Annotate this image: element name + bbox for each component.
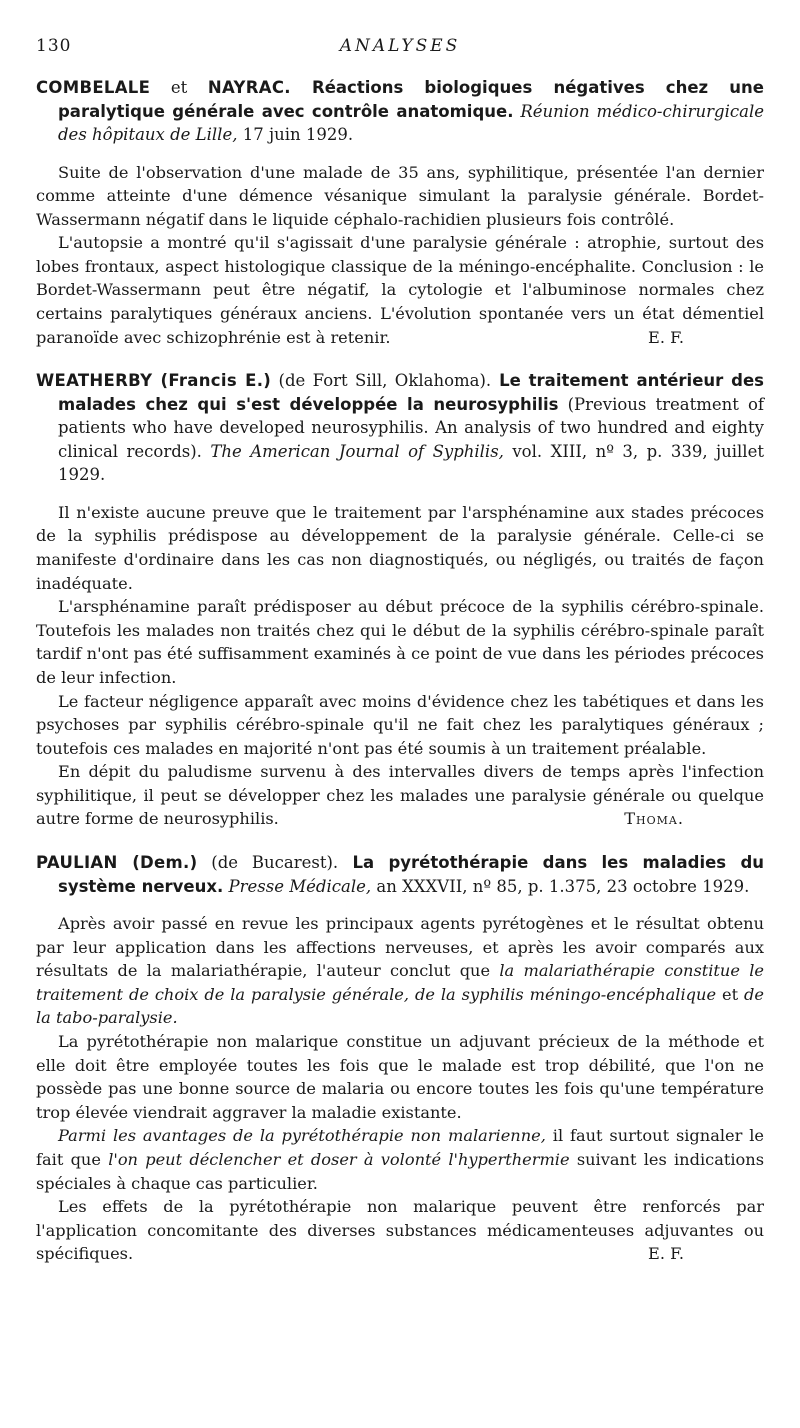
body-text: il faut surtout signaler le fait que [36,1126,764,1169]
entry-heading [36,369,764,487]
emphasis-text: Parmi les avantages de la pyrétothérapie non malarienne, [58,1126,546,1146]
body-paragraph: Il n'existe aucune preuve que le traitement par l'arsphénamine aux stades précoces de la syphilis prédispose au développement de la paralysie générale. Celle-ci se manifeste d'ordinaire dans les cas non diagnostiqués, ou négligés, ou traités de façon inadéquate. [36,502,764,593]
page-number: 130 [36,36,72,56]
emphasis-text: la malariathérapie constitue le traitement de choix de la paralysie générale, de la syphilis méningo-encéphalique [36,961,764,1004]
body-text: et [716,984,745,1004]
entry-heading [36,76,764,147]
author-given-name: (Dem.) [117,853,198,873]
body-paragraph-last [36,231,764,349]
body-paragraph: Le facteur négligence apparaît avec moins d'évidence chez les tabétiques et dans les psychoses par syphilis cérébro-spinale qu'il ne fait chez les paralytiques généraux ; toutefois ces malades en majorité n'ont pas été soumis à un traitement préalable. [36,691,764,758]
body-paragraph: La pyrétothérapie non malarique constitue un adjuvant précieux de la méthode et elle doit être employée toutes les fois que le malade est trop débilité, que l'on ne possède pas une bonne source de malaria ou encore toutes les fois qu'une température trop élevée viendrait aggraver la maladie existante. [36,1032,764,1122]
body-text: Après avoir passé en revue les principaux agents pyrétogènes et le résultat obtenu par leur application dans les affections nerveuses, et après les avoir comparés aux résultats de la malariathérapie, l'auteur conclut que [36,914,764,981]
body-paragraph: L'arsphénamine paraît prédisposer au début précoce de la syphilis cérébro-spinale. Toutefois les malades non traités chez qui le début de la syphilis cérébro-spinale paraît tardif n'ont pas été suffisamment examinés à ce point de vue dans les périodes précoces de leur infection. [36,597,764,687]
article-title: Réactions biologiques négatives chez une paralytique générale avec contrôle anatomique. [58,78,764,121]
abstract-entry-weatherby [36,369,764,831]
source-journal: Réunion médico-chirurgicale des hôpitaux de Lille, [58,101,764,144]
signature: E. F. [648,1244,684,1264]
body-paragraph-last [36,760,764,831]
author-name: COMBELALE [36,78,151,97]
body-text: Les effets de la pyrétothérapie non malarique peuvent être renforcés par l'application concomitante des diverses substances médicamenteuses adjuvantes ou spécifiques. [36,1197,764,1264]
body-paragraph-last [36,1195,764,1266]
original-title: (Previous treatment of patients who have developed neurosyphilis. An analysis of two hundred and eighty clinical records). [58,394,764,461]
body-paragraph [36,1124,764,1195]
running-header [36,30,764,56]
source-journal: Presse Médicale, [223,876,372,896]
signature: Thoma. [624,809,684,829]
author-given-name: (Francis E.) [152,371,272,391]
author-name: WEATHERBY [36,371,153,391]
body-paragraph: Suite de l'observation d'une malade de 35 ans, syphilitique, présentée l'an dernier comme atteinte d'une démence vésanique simulant la paralysie générale. Bordet-Wassermann négatif dans le liquide céphalo-rachidien plusieurs fois contrôlé. [36,162,764,229]
source-details: vol. XIII, nº 3, p. 339, juillet 1929. [58,441,764,485]
author-name: PAULIAN [36,853,118,873]
emphasis-text: de la tabo-paralysie. [36,984,764,1028]
signature: E. F. [648,327,684,347]
body-text: suivant les indications spéciales à chaque cas particulier. [36,1150,765,1193]
author-affiliation: (de Bucarest). [197,853,339,873]
running-title: ANALYSES [339,36,461,56]
source-details: 17 juin 1929. [237,125,354,144]
body-text: En dépit du paludisme survenu à des intervalles divers de temps après l'infection syphilitique, il peut se développer chez les malades une paralysie générale ou quelque autre forme de neurosyphilis. [36,762,764,829]
emphasis-text: l'on peut déclencher et doser à volonté l'hyperthermie [108,1150,570,1169]
source-details: an XXXVII, nº 85, p. 1.375, 23 octobre 1929. [371,876,750,896]
abstract-entry-paulian [36,851,764,1266]
author-affiliation: (de Fort Sill, Oklahoma). [271,371,492,391]
article-title: Le traitement antérieur des malades chez qui s'est développée la neurosyphilis [58,371,764,414]
author-name-2: NAYRAC. [207,78,291,97]
author-connector: et [150,78,208,97]
entry-heading [36,851,764,898]
body-text: L'autopsie a montré qu'il s'agissait d'une paralysie générale : atrophie, surtout des lobes frontaux, aspect histologique classique de la méningo-encéphalite. Conclusion : le Bordet-Wassermann peut être négatif, la cytologie et l'albuminose normales chez certains paralytiques généraux anciens. L'évolution spontanée vers un état démentiel paranoïde avec schizophrénie est à retenir. [36,233,764,347]
source-journal: The American Journal of Syphilis, [201,441,504,461]
article-title: La pyrétothérapie dans les maladies du système nerveux. [58,853,764,896]
abstract-entry-combelale [36,76,764,349]
body-paragraph [36,912,764,1030]
